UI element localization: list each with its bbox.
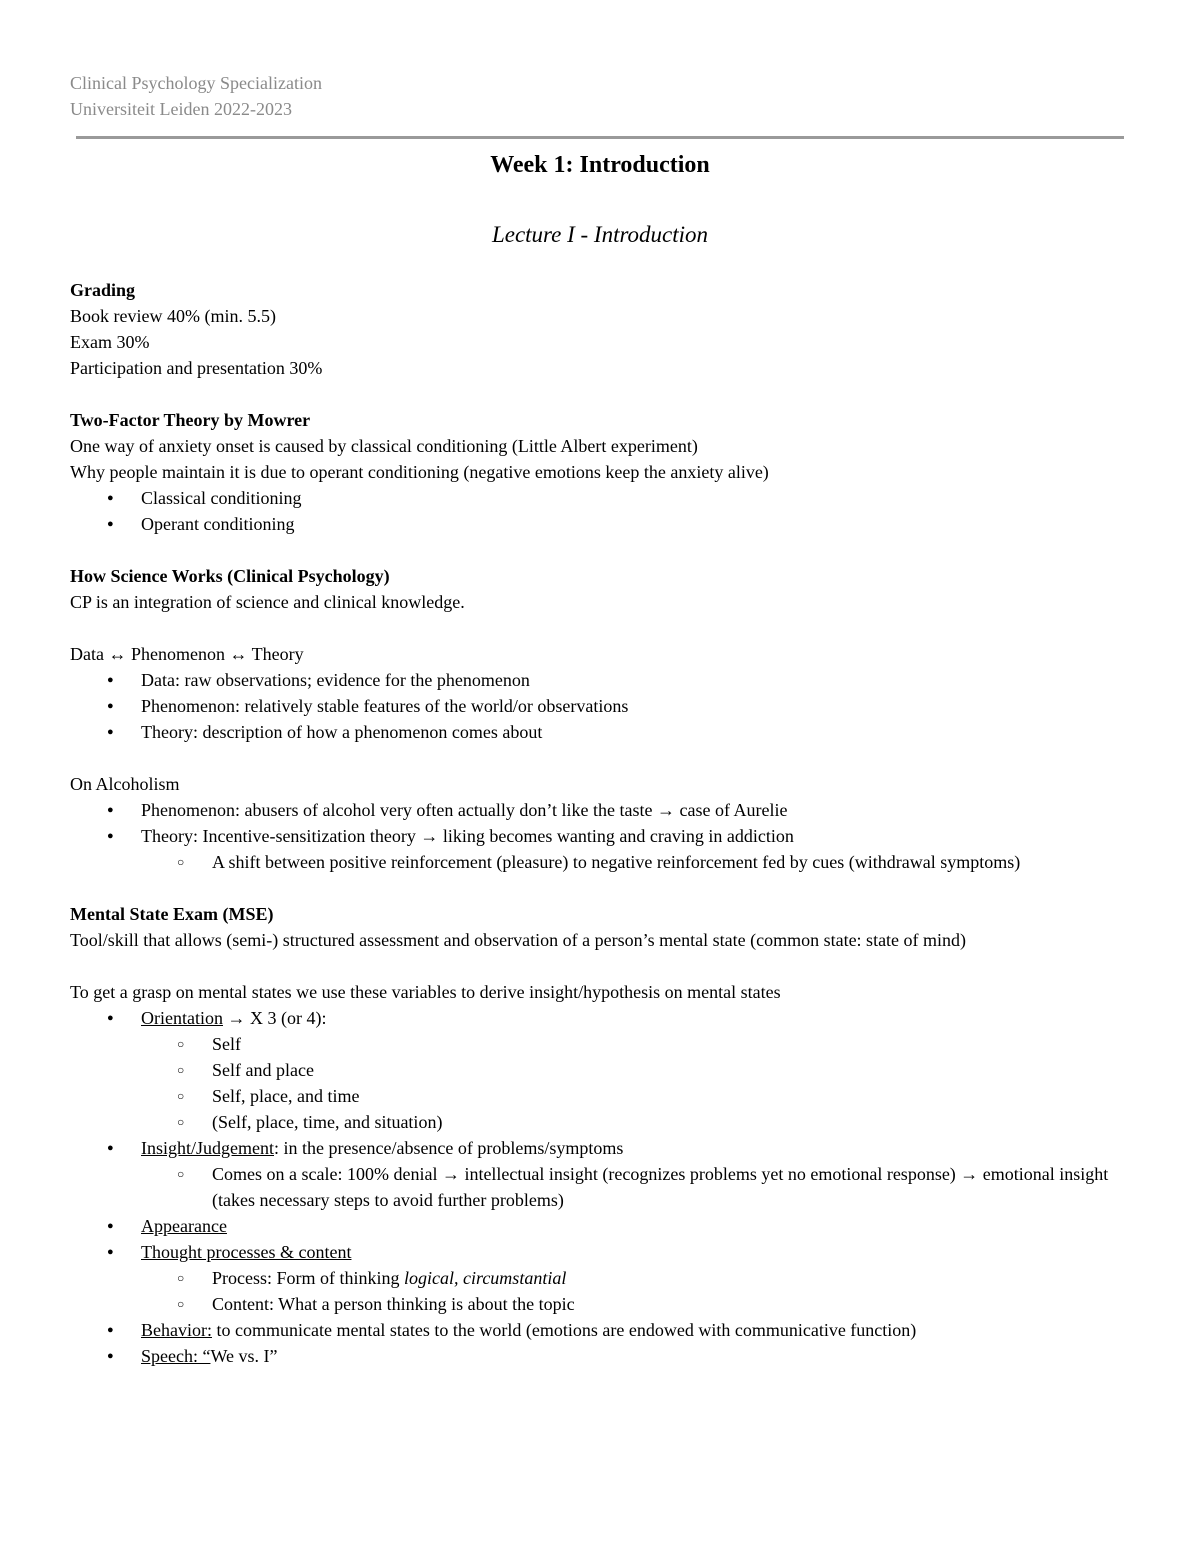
mse-item-behavior xyxy=(70,1317,1150,1343)
science-heading: How Science Works (Clinical Psychology) xyxy=(70,566,390,586)
list-item: ● Operant conditioning xyxy=(70,511,1150,537)
header-university: Universiteit Leiden 2022-2023 xyxy=(70,99,292,119)
sub-list-item: ○ Self and place xyxy=(141,1057,1150,1083)
list-item: ● Phenomenon: relatively stable features of the world/or observations xyxy=(70,693,1150,719)
mse-item-orientation xyxy=(70,1005,1150,1135)
two-factor-line: Why people maintain it is due to operant conditioning (negative emotions keep the anxiety alive) xyxy=(70,462,769,482)
insight-label: Insight/Judgement xyxy=(141,1138,274,1158)
appearance-label: Appearance xyxy=(141,1216,227,1236)
speech-label: Speech: “ xyxy=(141,1346,211,1366)
list-item: ● Phenomenon: abusers of alcohol very often actually don’t like the taste → case of Aurelie xyxy=(70,797,1150,823)
list-item xyxy=(70,823,1150,875)
insight-sublist xyxy=(141,1161,1150,1213)
lecture-subtitle: Lecture I - Introduction xyxy=(491,222,709,247)
science-list xyxy=(70,667,1150,745)
science-chain: Data ↔ Phenomenon ↔ Theory xyxy=(70,644,304,664)
sub-list-item: ○ A shift between positive reinforcement (pleasure) to negative reinforcement fed by cues (withdrawal symptoms) xyxy=(141,849,1150,875)
sub-list-item: ○ Content: What a person thinking is about the topic xyxy=(141,1291,1150,1317)
grading-line: Book review 40% (min. 5.5) xyxy=(70,306,276,326)
alcoholism-list xyxy=(70,797,1150,875)
mse-item-insight xyxy=(70,1135,1150,1213)
two-factor-line: One way of anxiety onset is caused by classical conditioning (Little Albert experiment) xyxy=(70,436,698,456)
behavior-text: to communicate mental states to the world (emotions are endowed with communicative function) xyxy=(211,1320,917,1340)
orientation-sublist xyxy=(141,1031,1150,1135)
speech-text: We vs. I” xyxy=(210,1346,278,1366)
two-factor-list xyxy=(70,485,1150,537)
orientation-label: Orientation xyxy=(141,1008,223,1028)
list-item: ● Theory: description of how a phenomenon comes about xyxy=(70,719,1150,745)
mse-list xyxy=(70,1005,1150,1369)
insight-text: : in the presence/absence of problems/symptoms xyxy=(274,1138,624,1158)
alcoholism-heading: On Alcoholism xyxy=(70,774,180,794)
alcoholism-sublist xyxy=(141,849,1150,875)
grading-line: Participation and presentation 30% xyxy=(70,358,323,378)
two-factor-heading: Two-Factor Theory by Mowrer xyxy=(70,410,311,430)
grading-line: Exam 30% xyxy=(70,332,150,352)
list-item: ● Data: raw observations; evidence for the phenomenon xyxy=(70,667,1150,693)
thought-sublist xyxy=(141,1265,1150,1317)
document-header xyxy=(70,70,322,122)
mse-lead: To get a grasp on mental states we use these variables to derive insight/hypothesis on mental states xyxy=(70,982,781,1002)
mse-item-thought xyxy=(70,1239,1150,1317)
list-item-text: Theory: Incentive-sensitization theory → liking becomes wanting and craving in addiction xyxy=(141,826,794,846)
sub-list-item: ○ Self, place, and time xyxy=(141,1083,1150,1109)
grading-heading: Grading xyxy=(70,280,136,300)
behavior-label: Behavior: xyxy=(141,1320,212,1340)
thought-label: Thought processes & content xyxy=(141,1242,352,1262)
header-divider xyxy=(76,136,1124,139)
orientation-text: → X 3 (or 4): xyxy=(222,1008,327,1028)
science-intro: CP is an integration of science and clinical knowledge. xyxy=(70,592,465,612)
process-text: Process: Form of thinking xyxy=(212,1268,404,1288)
mse-item-appearance xyxy=(70,1213,1150,1239)
document-body xyxy=(70,277,1150,1369)
page-title: Week 1: Introduction xyxy=(490,152,710,178)
sub-list-item: ○ Self xyxy=(141,1031,1150,1057)
list-item: ● Classical conditioning xyxy=(70,485,1150,511)
process-italic: logical, circumstantial xyxy=(404,1268,567,1288)
mse-heading: Mental State Exam (MSE) xyxy=(70,904,274,924)
header-course: Clinical Psychology Specialization xyxy=(70,73,322,93)
sub-list-item xyxy=(141,1265,1150,1291)
sub-list-item: ○ Comes on a scale: 100% denial → intellectual insight (recognizes problems yet no emotional response) → emotional insight (takes necessary steps to avoid further problems) xyxy=(141,1161,1150,1213)
sub-list-item: ○ (Self, place, time, and situation) xyxy=(141,1109,1150,1135)
mse-item-speech xyxy=(70,1343,1150,1369)
mse-intro: Tool/skill that allows (semi-) structured assessment and observation of a person’s mental state (common state: state of mind) xyxy=(70,930,967,950)
